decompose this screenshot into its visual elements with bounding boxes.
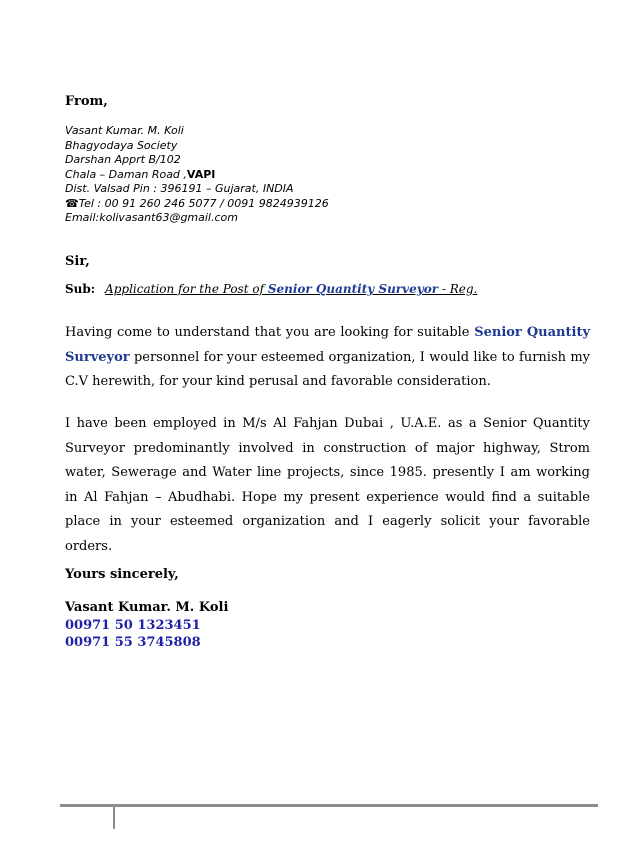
- signature-phone-2: 00971 55 3745808: [65, 635, 201, 650]
- sender-telephone-text: Tel : 00 91 260 246 5077 / 0091 9824939126: [78, 196, 329, 210]
- paragraph-intro: [65, 321, 590, 395]
- footer-tick: [113, 807, 115, 829]
- closing: Yours sincerely,: [65, 567, 179, 582]
- subject-suffix: - Reg.: [441, 282, 478, 296]
- sender-telephone: [65, 197, 329, 212]
- sender-district: Dist. Valsad Pin : 396191 – Gujarat, INDIA: [65, 182, 294, 195]
- paragraph-experience: I have been employed in M/s Al Fahjan Dubai , U.A.E. as a Senior Quantity Surveyor predominantly involved in construction of major highway, Strom water, Sewerage and Water line projects, since 1985. presently I am working in Al Fahjan – Abudhabi. Hope my present experience would find a suitable place in your esteemed organization and I eagerly solicit your favorable orders.: [65, 416, 590, 554]
- sender-name: Vasant Kumar. M. Koli: [65, 124, 184, 137]
- paragraph-intro-before: Having come to understand that you are looking for suitable: [65, 325, 470, 340]
- telephone-icon: ☎: [65, 196, 79, 210]
- sender-email[interactable]: Email:kolivasant63@gmail.com: [65, 211, 238, 224]
- sender-road-text: Chala – Daman Road ,: [65, 167, 187, 181]
- sender-address: [65, 124, 329, 226]
- sender-society: Bhagyodaya Society: [65, 138, 178, 152]
- subject-line: [65, 282, 477, 296]
- paragraph-intro-post: Senior Quantity Surveyor: [65, 325, 591, 365]
- signature-name: Vasant Kumar. M. Koli: [65, 600, 229, 615]
- from-label: From,: [65, 94, 108, 109]
- sender-city: VAPI: [186, 167, 216, 181]
- subject-post: Senior Quantity Surveyor: [267, 282, 439, 296]
- sender-road: [65, 168, 329, 183]
- subject-label: Sub:: [65, 282, 96, 296]
- sender-apartment: Darshan Apprt B/102: [65, 153, 181, 166]
- paragraph-intro-after: personnel for your esteemed organization, I would like to furnish my C.V herewith, for your kind perusal and favorable consideration.: [65, 349, 590, 389]
- signature-phone-1: 00971 50 1323451: [65, 618, 201, 633]
- subject-prefix: Application for the Post of: [105, 282, 265, 296]
- salutation: Sir,: [65, 254, 90, 269]
- footer-rule: [60, 804, 598, 807]
- subject-text: [105, 282, 477, 296]
